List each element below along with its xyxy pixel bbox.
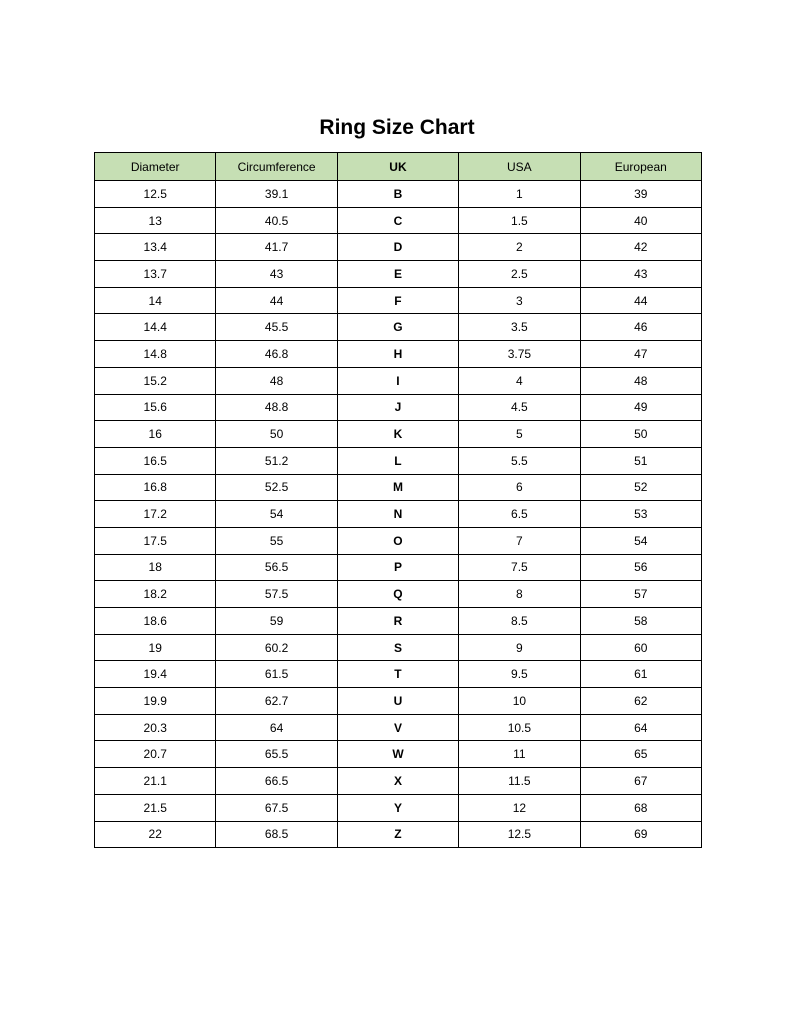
cell-usa: 11	[459, 741, 580, 768]
cell-usa: 12.5	[459, 821, 580, 848]
cell-diameter: 18	[95, 554, 216, 581]
cell-european: 46	[580, 314, 701, 341]
cell-european: 51	[580, 447, 701, 474]
cell-european: 50	[580, 421, 701, 448]
cell-european: 64	[580, 714, 701, 741]
cell-european: 67	[580, 768, 701, 795]
cell-european: 60	[580, 634, 701, 661]
cell-european: 68	[580, 794, 701, 821]
table-row	[95, 768, 702, 795]
cell-european: 62	[580, 688, 701, 715]
cell-diameter: 16	[95, 421, 216, 448]
cell-diameter: 12.5	[95, 181, 216, 208]
cell-diameter: 14.8	[95, 341, 216, 368]
cell-circumference: 68.5	[216, 821, 337, 848]
cell-diameter: 16.5	[95, 447, 216, 474]
header-row	[95, 153, 702, 181]
cell-uk: P	[337, 554, 458, 581]
cell-uk: W	[337, 741, 458, 768]
table-row	[95, 688, 702, 715]
cell-european: 43	[580, 261, 701, 288]
cell-circumference: 65.5	[216, 741, 337, 768]
cell-uk: M	[337, 474, 458, 501]
table-row	[95, 714, 702, 741]
cell-european: 52	[580, 474, 701, 501]
table-row	[95, 261, 702, 288]
cell-usa: 3.75	[459, 341, 580, 368]
cell-uk: F	[337, 287, 458, 314]
table-body	[95, 181, 702, 848]
cell-european: 54	[580, 527, 701, 554]
cell-usa: 1.5	[459, 207, 580, 234]
cell-circumference: 66.5	[216, 768, 337, 795]
cell-european: 65	[580, 741, 701, 768]
cell-diameter: 13.4	[95, 234, 216, 261]
cell-circumference: 52.5	[216, 474, 337, 501]
page-title: Ring Size Chart	[319, 116, 475, 139]
cell-diameter: 13	[95, 207, 216, 234]
cell-circumference: 43	[216, 261, 337, 288]
cell-usa: 4.5	[459, 394, 580, 421]
cell-diameter: 20.7	[95, 741, 216, 768]
table-row	[95, 608, 702, 635]
cell-uk: I	[337, 367, 458, 394]
table-row	[95, 341, 702, 368]
cell-circumference: 51.2	[216, 447, 337, 474]
cell-diameter: 21.1	[95, 768, 216, 795]
cell-uk: H	[337, 341, 458, 368]
cell-uk: Y	[337, 794, 458, 821]
cell-circumference: 54	[216, 501, 337, 528]
cell-circumference: 45.5	[216, 314, 337, 341]
table-row	[95, 527, 702, 554]
cell-circumference: 46.8	[216, 341, 337, 368]
cell-european: 58	[580, 608, 701, 635]
table-row	[95, 367, 702, 394]
cell-usa: 6	[459, 474, 580, 501]
cell-european: 39	[580, 181, 701, 208]
ring-size-table	[94, 152, 702, 848]
cell-diameter: 17.2	[95, 501, 216, 528]
cell-diameter: 17.5	[95, 527, 216, 554]
cell-uk: V	[337, 714, 458, 741]
cell-usa: 12	[459, 794, 580, 821]
cell-usa: 6.5	[459, 501, 580, 528]
cell-usa: 4	[459, 367, 580, 394]
cell-circumference: 41.7	[216, 234, 337, 261]
cell-usa: 7	[459, 527, 580, 554]
cell-diameter: 21.5	[95, 794, 216, 821]
cell-usa: 2	[459, 234, 580, 261]
cell-uk: T	[337, 661, 458, 688]
cell-usa: 2.5	[459, 261, 580, 288]
cell-european: 61	[580, 661, 701, 688]
cell-uk: N	[337, 501, 458, 528]
cell-circumference: 39.1	[216, 181, 337, 208]
cell-diameter: 14.4	[95, 314, 216, 341]
header-european: European	[580, 153, 701, 181]
cell-circumference: 57.5	[216, 581, 337, 608]
cell-uk: U	[337, 688, 458, 715]
table-row	[95, 634, 702, 661]
cell-diameter: 18.6	[95, 608, 216, 635]
header-circumference: Circumference	[216, 153, 337, 181]
cell-uk: D	[337, 234, 458, 261]
cell-diameter: 14	[95, 287, 216, 314]
cell-uk: O	[337, 527, 458, 554]
cell-european: 49	[580, 394, 701, 421]
cell-circumference: 59	[216, 608, 337, 635]
cell-diameter: 18.2	[95, 581, 216, 608]
cell-usa: 3	[459, 287, 580, 314]
cell-european: 42	[580, 234, 701, 261]
cell-uk: J	[337, 394, 458, 421]
cell-usa: 8.5	[459, 608, 580, 635]
table-row	[95, 554, 702, 581]
cell-european: 56	[580, 554, 701, 581]
cell-usa: 9.5	[459, 661, 580, 688]
cell-circumference: 40.5	[216, 207, 337, 234]
cell-circumference: 44	[216, 287, 337, 314]
cell-uk: B	[337, 181, 458, 208]
cell-usa: 9	[459, 634, 580, 661]
cell-usa: 10	[459, 688, 580, 715]
cell-circumference: 48.8	[216, 394, 337, 421]
table-row	[95, 581, 702, 608]
cell-usa: 10.5	[459, 714, 580, 741]
table-row	[95, 181, 702, 208]
cell-circumference: 67.5	[216, 794, 337, 821]
cell-circumference: 55	[216, 527, 337, 554]
table-row	[95, 474, 702, 501]
cell-uk: S	[337, 634, 458, 661]
cell-uk: L	[337, 447, 458, 474]
cell-diameter: 22	[95, 821, 216, 848]
cell-usa: 11.5	[459, 768, 580, 795]
cell-uk: C	[337, 207, 458, 234]
cell-circumference: 56.5	[216, 554, 337, 581]
cell-european: 47	[580, 341, 701, 368]
cell-uk: X	[337, 768, 458, 795]
cell-european: 40	[580, 207, 701, 234]
cell-circumference: 48	[216, 367, 337, 394]
cell-circumference: 50	[216, 421, 337, 448]
header-uk: UK	[337, 153, 458, 181]
header-diameter: Diameter	[95, 153, 216, 181]
cell-circumference: 62.7	[216, 688, 337, 715]
table-row	[95, 501, 702, 528]
cell-circumference: 61.5	[216, 661, 337, 688]
cell-diameter: 13.7	[95, 261, 216, 288]
table-row	[95, 447, 702, 474]
cell-uk: E	[337, 261, 458, 288]
cell-uk: G	[337, 314, 458, 341]
cell-diameter: 20.3	[95, 714, 216, 741]
cell-european: 44	[580, 287, 701, 314]
cell-diameter: 19	[95, 634, 216, 661]
table-row	[95, 207, 702, 234]
cell-uk: K	[337, 421, 458, 448]
cell-usa: 3.5	[459, 314, 580, 341]
header-usa: USA	[459, 153, 580, 181]
table-row	[95, 741, 702, 768]
cell-european: 69	[580, 821, 701, 848]
cell-uk: Q	[337, 581, 458, 608]
cell-european: 57	[580, 581, 701, 608]
table-row	[95, 234, 702, 261]
cell-diameter: 16.8	[95, 474, 216, 501]
table-row	[95, 421, 702, 448]
cell-circumference: 60.2	[216, 634, 337, 661]
cell-diameter: 19.9	[95, 688, 216, 715]
cell-uk: R	[337, 608, 458, 635]
cell-european: 53	[580, 501, 701, 528]
table-row	[95, 394, 702, 421]
table-row	[95, 661, 702, 688]
table-row	[95, 794, 702, 821]
cell-usa: 5.5	[459, 447, 580, 474]
cell-diameter: 15.2	[95, 367, 216, 394]
table-row	[95, 821, 702, 848]
table-header	[95, 153, 702, 181]
cell-uk: Z	[337, 821, 458, 848]
table-row	[95, 287, 702, 314]
cell-diameter: 19.4	[95, 661, 216, 688]
cell-usa: 7.5	[459, 554, 580, 581]
table-row	[95, 314, 702, 341]
cell-usa: 5	[459, 421, 580, 448]
cell-european: 48	[580, 367, 701, 394]
cell-usa: 1	[459, 181, 580, 208]
cell-usa: 8	[459, 581, 580, 608]
cell-diameter: 15.6	[95, 394, 216, 421]
cell-circumference: 64	[216, 714, 337, 741]
